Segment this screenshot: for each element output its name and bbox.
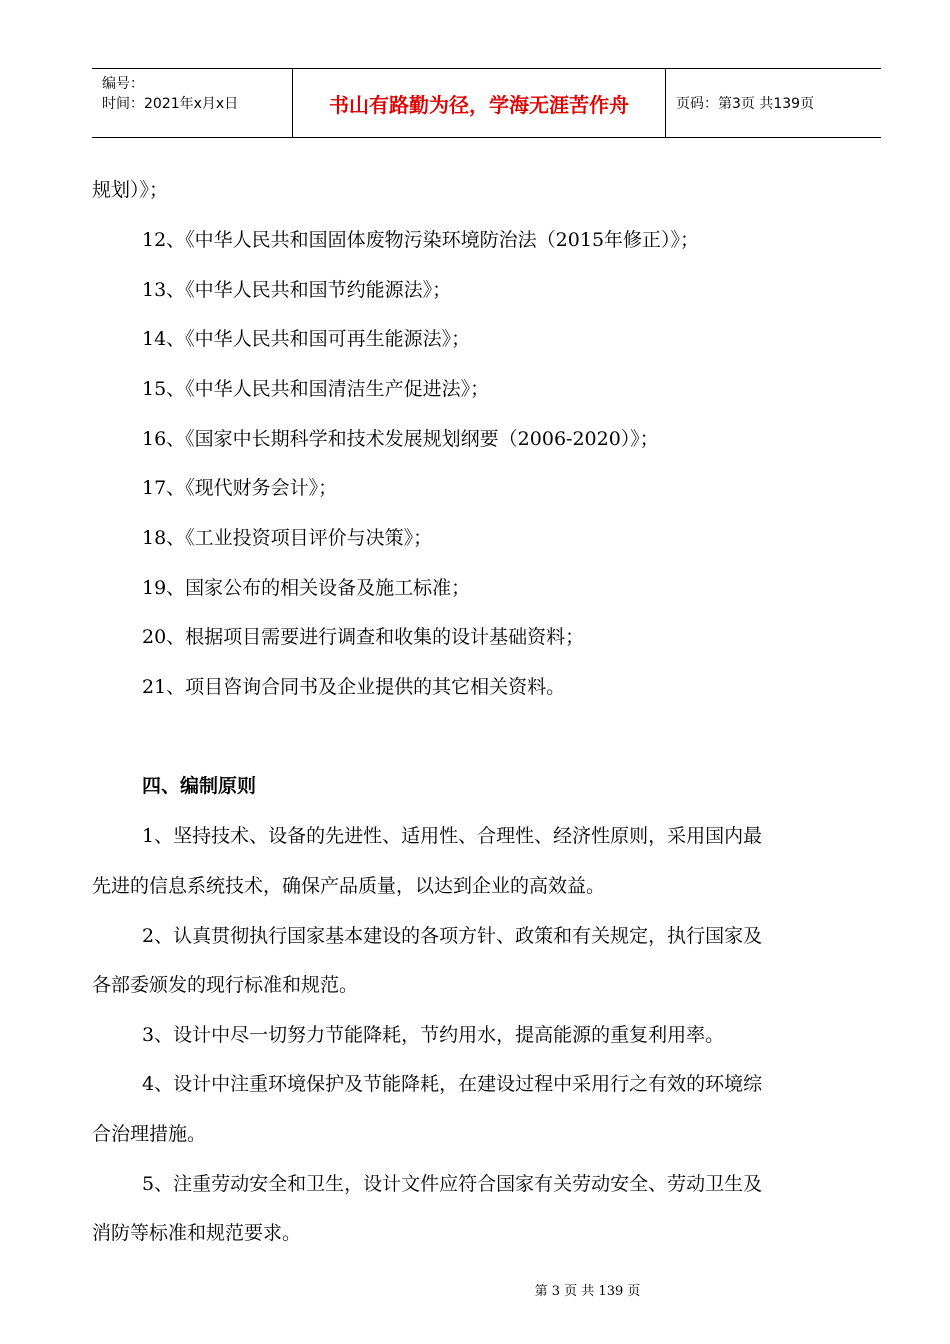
principle-line: 消防等标准和规范要求。: [92, 1222, 302, 1244]
principle-line: 5、注重劳动安全和卫生，设计文件应符合国家有关劳动安全、劳动卫生及: [142, 1173, 763, 1195]
paragraph-line: 规划）》；: [92, 179, 169, 201]
header-motto: 书山有路勤为径，学海无涯苦作舟: [329, 92, 629, 117]
header-meta-cell: [92, 69, 293, 137]
page-header: [92, 68, 881, 138]
principle-line: 先进的信息系统技术，确保产品质量，以达到企业的高效益。: [92, 875, 606, 897]
principle-line: 合治理措施。: [92, 1123, 207, 1145]
reference-item-14: 14、《中华人民共和国可再生能源法》；: [142, 328, 471, 350]
page-footer: 第 3 页 共 139 页: [534, 1284, 641, 1299]
reference-item-15: 15、《中华人民共和国清洁生产促进法》；: [142, 378, 490, 400]
principle-line: 各部委颁发的现行标准和规范。: [92, 974, 359, 996]
principle-line: 1、坚持技术、设备的先进性、适用性、合理性、经济性原则，采用国内最: [142, 825, 763, 847]
reference-item-12: 12、《中华人民共和国固体废物污染环境防治法（2015年修正）》；: [142, 229, 700, 251]
document-time-label: 时间：2021年x月x日: [102, 96, 239, 112]
principle-line: 2、认真贯彻执行国家基本建设的各项方针、政策和有关规定，执行国家及: [142, 925, 763, 947]
principle-line: 4、设计中注重环境保护及节能降耗，在建设过程中采用行之有效的环境综: [142, 1073, 763, 1095]
reference-item-18: 18、《工业投资项目评价与决策》；: [142, 527, 433, 549]
reference-item-19: 19、国家公布的相关设备及施工标准；: [142, 577, 471, 599]
document-number-label: 编号：: [102, 76, 144, 92]
reference-item-16: 16、《国家中长期科学和技术发展规划纲要（2006-2020）》；: [142, 428, 659, 450]
header-motto-cell: [293, 69, 666, 137]
reference-item-13: 13、《中华人民共和国节约能源法》；: [142, 279, 452, 301]
reference-item-21: 21、项目咨询合同书及企业提供的其它相关资料。: [142, 676, 566, 698]
reference-item-17: 17、《现代财务会计》；: [142, 477, 338, 499]
header-page-info: 页码：第3页 共139页: [676, 96, 815, 112]
principle-line: 3、设计中尽一切努力节能降耗，节约用水，提高能源的重复利用率。: [142, 1024, 725, 1046]
reference-item-20: 20、根据项目需要进行调查和收集的设计基础资料；: [142, 626, 585, 648]
header-page-cell: [666, 69, 881, 137]
section-heading: 四、编制原则: [142, 775, 257, 797]
